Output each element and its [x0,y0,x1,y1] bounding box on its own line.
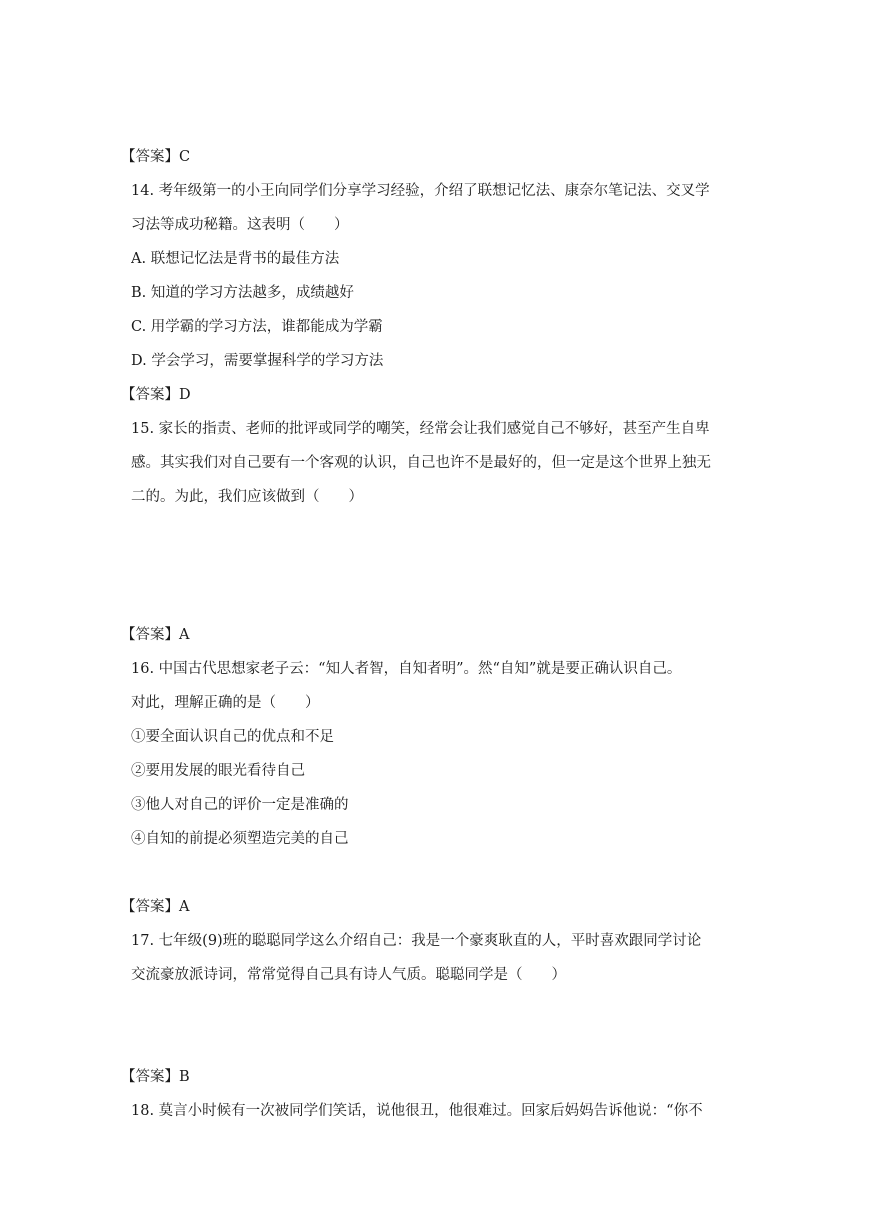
q14-answer: 【答案】D [121,387,191,403]
q15-stem-line-1: 15. 家长的指责、老师的批评或同学的嘲笑，经常会让我们感觉自己不够好，甚至产生自卑 [131,421,710,437]
q18-stem-line-1: 18. 莫言小时候有一次被同学们笑话，说他很丑，他很难过。回家后妈妈告诉他说：“你不 [131,1103,703,1119]
q13-answer: 【答案】C [121,149,191,165]
q16-statement-2: ②要用发展的眼光看待自己 [131,763,305,779]
q16-statement-4: ④自知的前提必须塑造完美的自己 [131,831,349,847]
q14-option-b: B. 知道的学习方法越多，成绩越好 [131,285,354,301]
q15-answer: 【答案】A [121,627,190,643]
q14-option-a: A. 联想记忆法是背书的最佳方法 [131,251,340,267]
q16-statement-1: ①要全面认识自己的优点和不足 [131,729,334,745]
q16-statement-3: ③他人对自己的评价一定是准确的 [131,797,349,813]
q14-option-d: D. 学会学习，需要掌握科学的学习方法 [131,353,384,369]
q14-stem-line-1: 14. 考年级第一的小王向同学们分享学习经验，介绍了联想记忆法、康奈尔笔记法、交叉学 [131,183,710,199]
q15-stem-line-2: 感。其实我们对自己要有一个客观的认识，自己也许不是最好的，但一定是这个世界上独无 [131,455,711,471]
q17-stem-line-2: 交流豪放派诗词，常常觉得自己具有诗人气质。聪聪同学是（ ） [131,967,566,983]
q14-stem-line-2: 习法等成功秘籍。这表明（ ） [131,217,349,233]
q15-stem-line-3: 二的。为此，我们应该做到（ ） [131,489,363,505]
q17-stem-line-1: 17. 七年级(9)班的聪聪同学这么介绍自己：我是一个豪爽耿直的人，平时喜欢跟同学讨论 [131,933,702,949]
q16-stem-line-1: 16. 中国古代思想家老子云：“知人者智，自知者明”。然“自知”就是要正确认识自己。 [131,661,682,677]
q17-answer: 【答案】B [121,1069,190,1085]
q14-option-c: C. 用学霸的学习方法，谁都能成为学霸 [131,319,383,335]
q16-stem-line-2: 对此，理解正确的是（ ） [131,695,320,711]
q16-answer: 【答案】A [121,899,190,915]
